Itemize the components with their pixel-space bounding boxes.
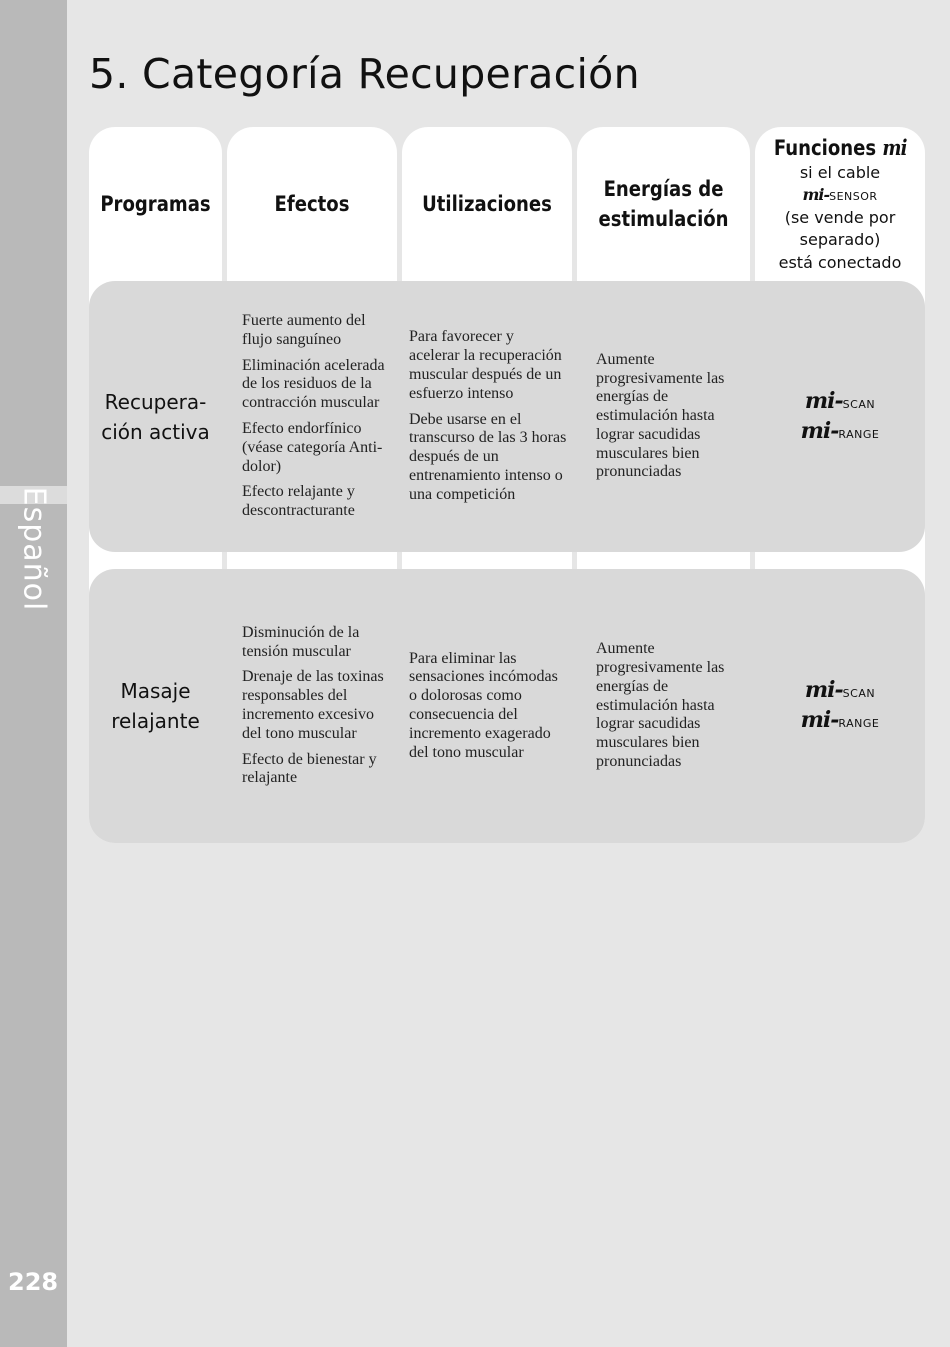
header-functions-line5: está conectado xyxy=(778,252,902,272)
function-name: scan xyxy=(842,393,876,412)
page-number: 228 xyxy=(8,1268,59,1296)
header-functions-title: Funciones xyxy=(773,135,876,160)
header-effects xyxy=(239,127,385,281)
program-name xyxy=(93,569,218,843)
uses-cell xyxy=(409,281,567,552)
header-uses-label: Utilizaciones xyxy=(422,192,552,216)
mi-logo: mi xyxy=(882,134,907,160)
header-functions xyxy=(755,127,925,281)
header-functions-sensor-line xyxy=(802,184,877,207)
effect-item: Eliminación acelerada de los residuos de la contracción muscular xyxy=(242,356,385,412)
header-functions-sensor: sensor xyxy=(829,185,878,205)
function-item-scan xyxy=(805,387,875,417)
effects-cell xyxy=(242,569,394,843)
header-functions-line4: separado) xyxy=(799,230,881,250)
header-functions-line1: si el cable xyxy=(799,162,881,182)
function-name: range xyxy=(838,423,880,442)
header-energies-label: Energías de estimulación xyxy=(598,177,729,231)
function-item-range xyxy=(801,706,880,736)
header-uses xyxy=(414,127,560,281)
page-title: 5. Categoría Recuperación xyxy=(89,50,640,98)
effect-item: Drenaje de las toxinas responsables del incremento excesivo del tono muscular xyxy=(242,668,384,742)
energies-cell xyxy=(596,569,740,843)
use-item: Para eliminar las sensaciones incómodas o dolorosas como consecuencia del incremento exagerado del tono muscular xyxy=(409,649,558,761)
uses-cell xyxy=(409,569,567,843)
effect-item: Disminución de la tensión muscular xyxy=(242,623,360,660)
effect-item: Fuerte aumento del flujo sanguíneo xyxy=(242,312,366,348)
effect-item: Efecto relajante y descontracturante xyxy=(242,483,355,520)
use-item: Para favorecer y acelerar la recuperación muscular después de un esfuerzo intenso xyxy=(409,328,562,402)
header-energies xyxy=(589,127,738,281)
header-programs xyxy=(98,127,212,281)
program-name-text: Masaje relajante xyxy=(111,679,200,733)
header-functions-line3: (se vende por xyxy=(784,207,896,227)
use-item: Debe usarse en el transcurso de las 3 horas después de un entrenamiento intenso o una competición xyxy=(409,410,567,503)
mi-logo: mi- xyxy=(800,707,839,733)
header-effects-label: Efectos xyxy=(274,192,350,216)
energies-cell xyxy=(596,281,740,552)
function-item-scan xyxy=(805,676,875,706)
mi-logo: mi- xyxy=(800,417,839,444)
program-name xyxy=(93,281,218,552)
header-functions-title-line xyxy=(774,134,907,162)
effect-item: Efecto de bienestar y relajante xyxy=(242,750,377,787)
functions-cell xyxy=(755,281,925,552)
mi-logo: mi- xyxy=(804,387,843,414)
effects-cell xyxy=(242,281,394,552)
function-name: scan xyxy=(842,683,876,701)
language-label: Español xyxy=(16,486,52,612)
energies-text: Aumente progresivamente las energías de estimulación hasta lograr sacudidas musculares bien pronunciadas xyxy=(596,350,725,481)
mi-sensor-logo: mi- xyxy=(802,185,830,205)
function-item-range xyxy=(801,417,880,447)
energies-text: Aumente progresivamente las energías de estimulación hasta lograr sacudidas musculares bien pronunciadas xyxy=(596,640,725,770)
effect-item: Efecto endorfínico (véase categoría Anti-dolor) xyxy=(242,420,383,475)
header-programs-label: Programas xyxy=(100,192,211,216)
functions-cell xyxy=(755,569,925,843)
function-name: range xyxy=(838,713,880,731)
mi-logo: mi- xyxy=(804,677,843,703)
program-name-text: Recupera-ción activa xyxy=(101,389,210,444)
side-strip xyxy=(0,0,67,1347)
